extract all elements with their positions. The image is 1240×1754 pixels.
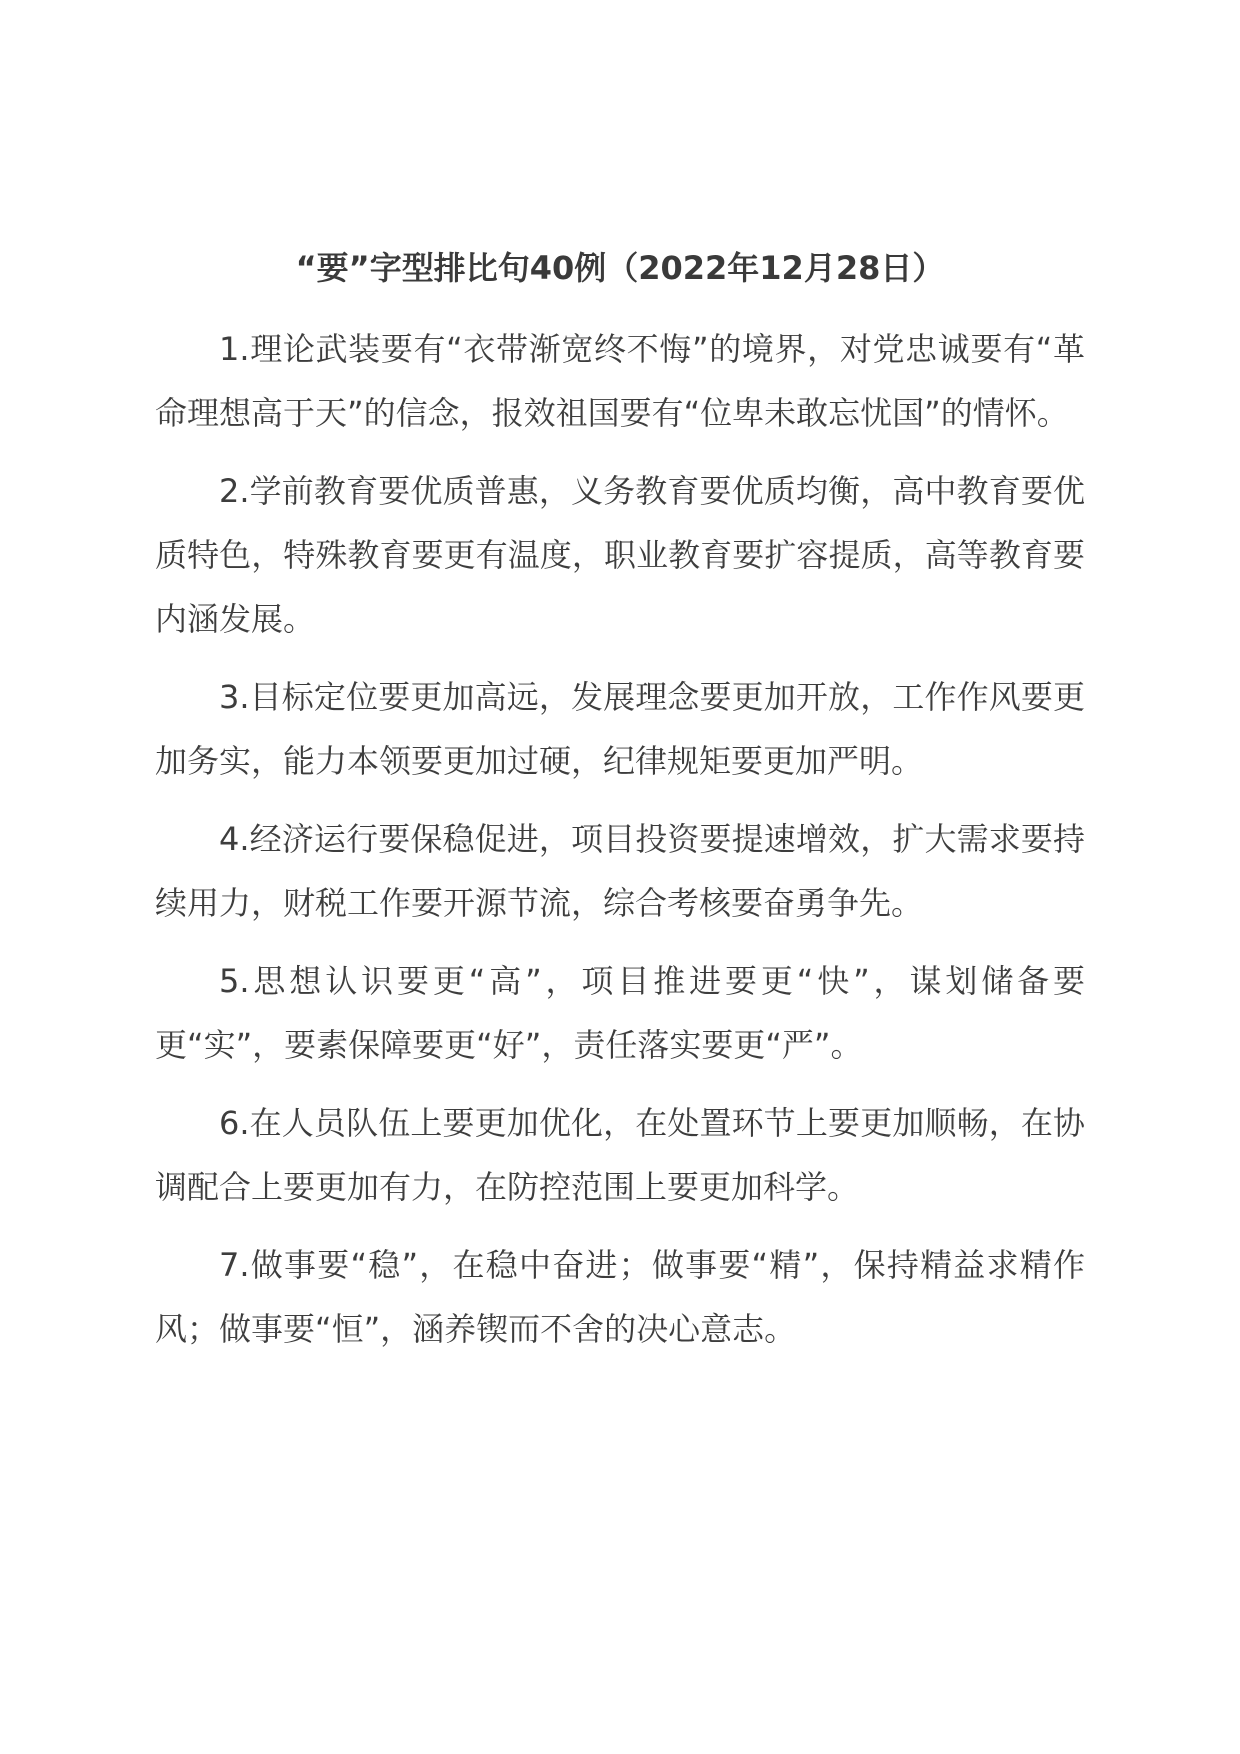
paragraph-6: 6.在人员队伍上要更加优化，在处置环节上要更加顺畅，在协调配合上要更加有力，在防控范围上要更加科学。: [155, 1104, 1085, 1206]
paragraph-5: 5.思想认识要更“高”，项目推进要更“快”，谋划储备要更“实”，要素保障要更“好”，责任落实要更“严”。: [155, 962, 1085, 1064]
paragraph-3: 3.目标定位要更加高远，发展理念要更加开放，工作作风要更加务实，能力本领要更加过硬，纪律规矩要更加严明。: [155, 678, 1085, 780]
paragraph-1: 1.理论武装要有“衣带渐宽终不悔”的境界，对党忠诚要有“革命理想高于天”的信念，报效祖国要有“位卑未敢忘忧国”的情怀。: [155, 330, 1085, 432]
document-body: [155, 317, 1085, 1375]
paragraph-7: 7.做事要“稳”，在稳中奋进；做事要“精”，保持精益求精作风；做事要“恒”，涵养锲而不舍的决心意志。: [155, 1246, 1085, 1348]
paragraph-4: 4.经济运行要保稳促进，项目投资要提速增效，扩大需求要持续用力，财税工作要开源节流，综合考核要奋勇争先。: [155, 820, 1085, 922]
paragraph-2: 2.学前教育要优质普惠，义务教育要优质均衡，高中教育要优质特色，特殊教育要更有温度，职业教育要扩容提质，高等教育要内涵发展。: [155, 472, 1085, 638]
document-title: “要”字型排比句40例（2022年12月28日）: [295, 249, 945, 287]
